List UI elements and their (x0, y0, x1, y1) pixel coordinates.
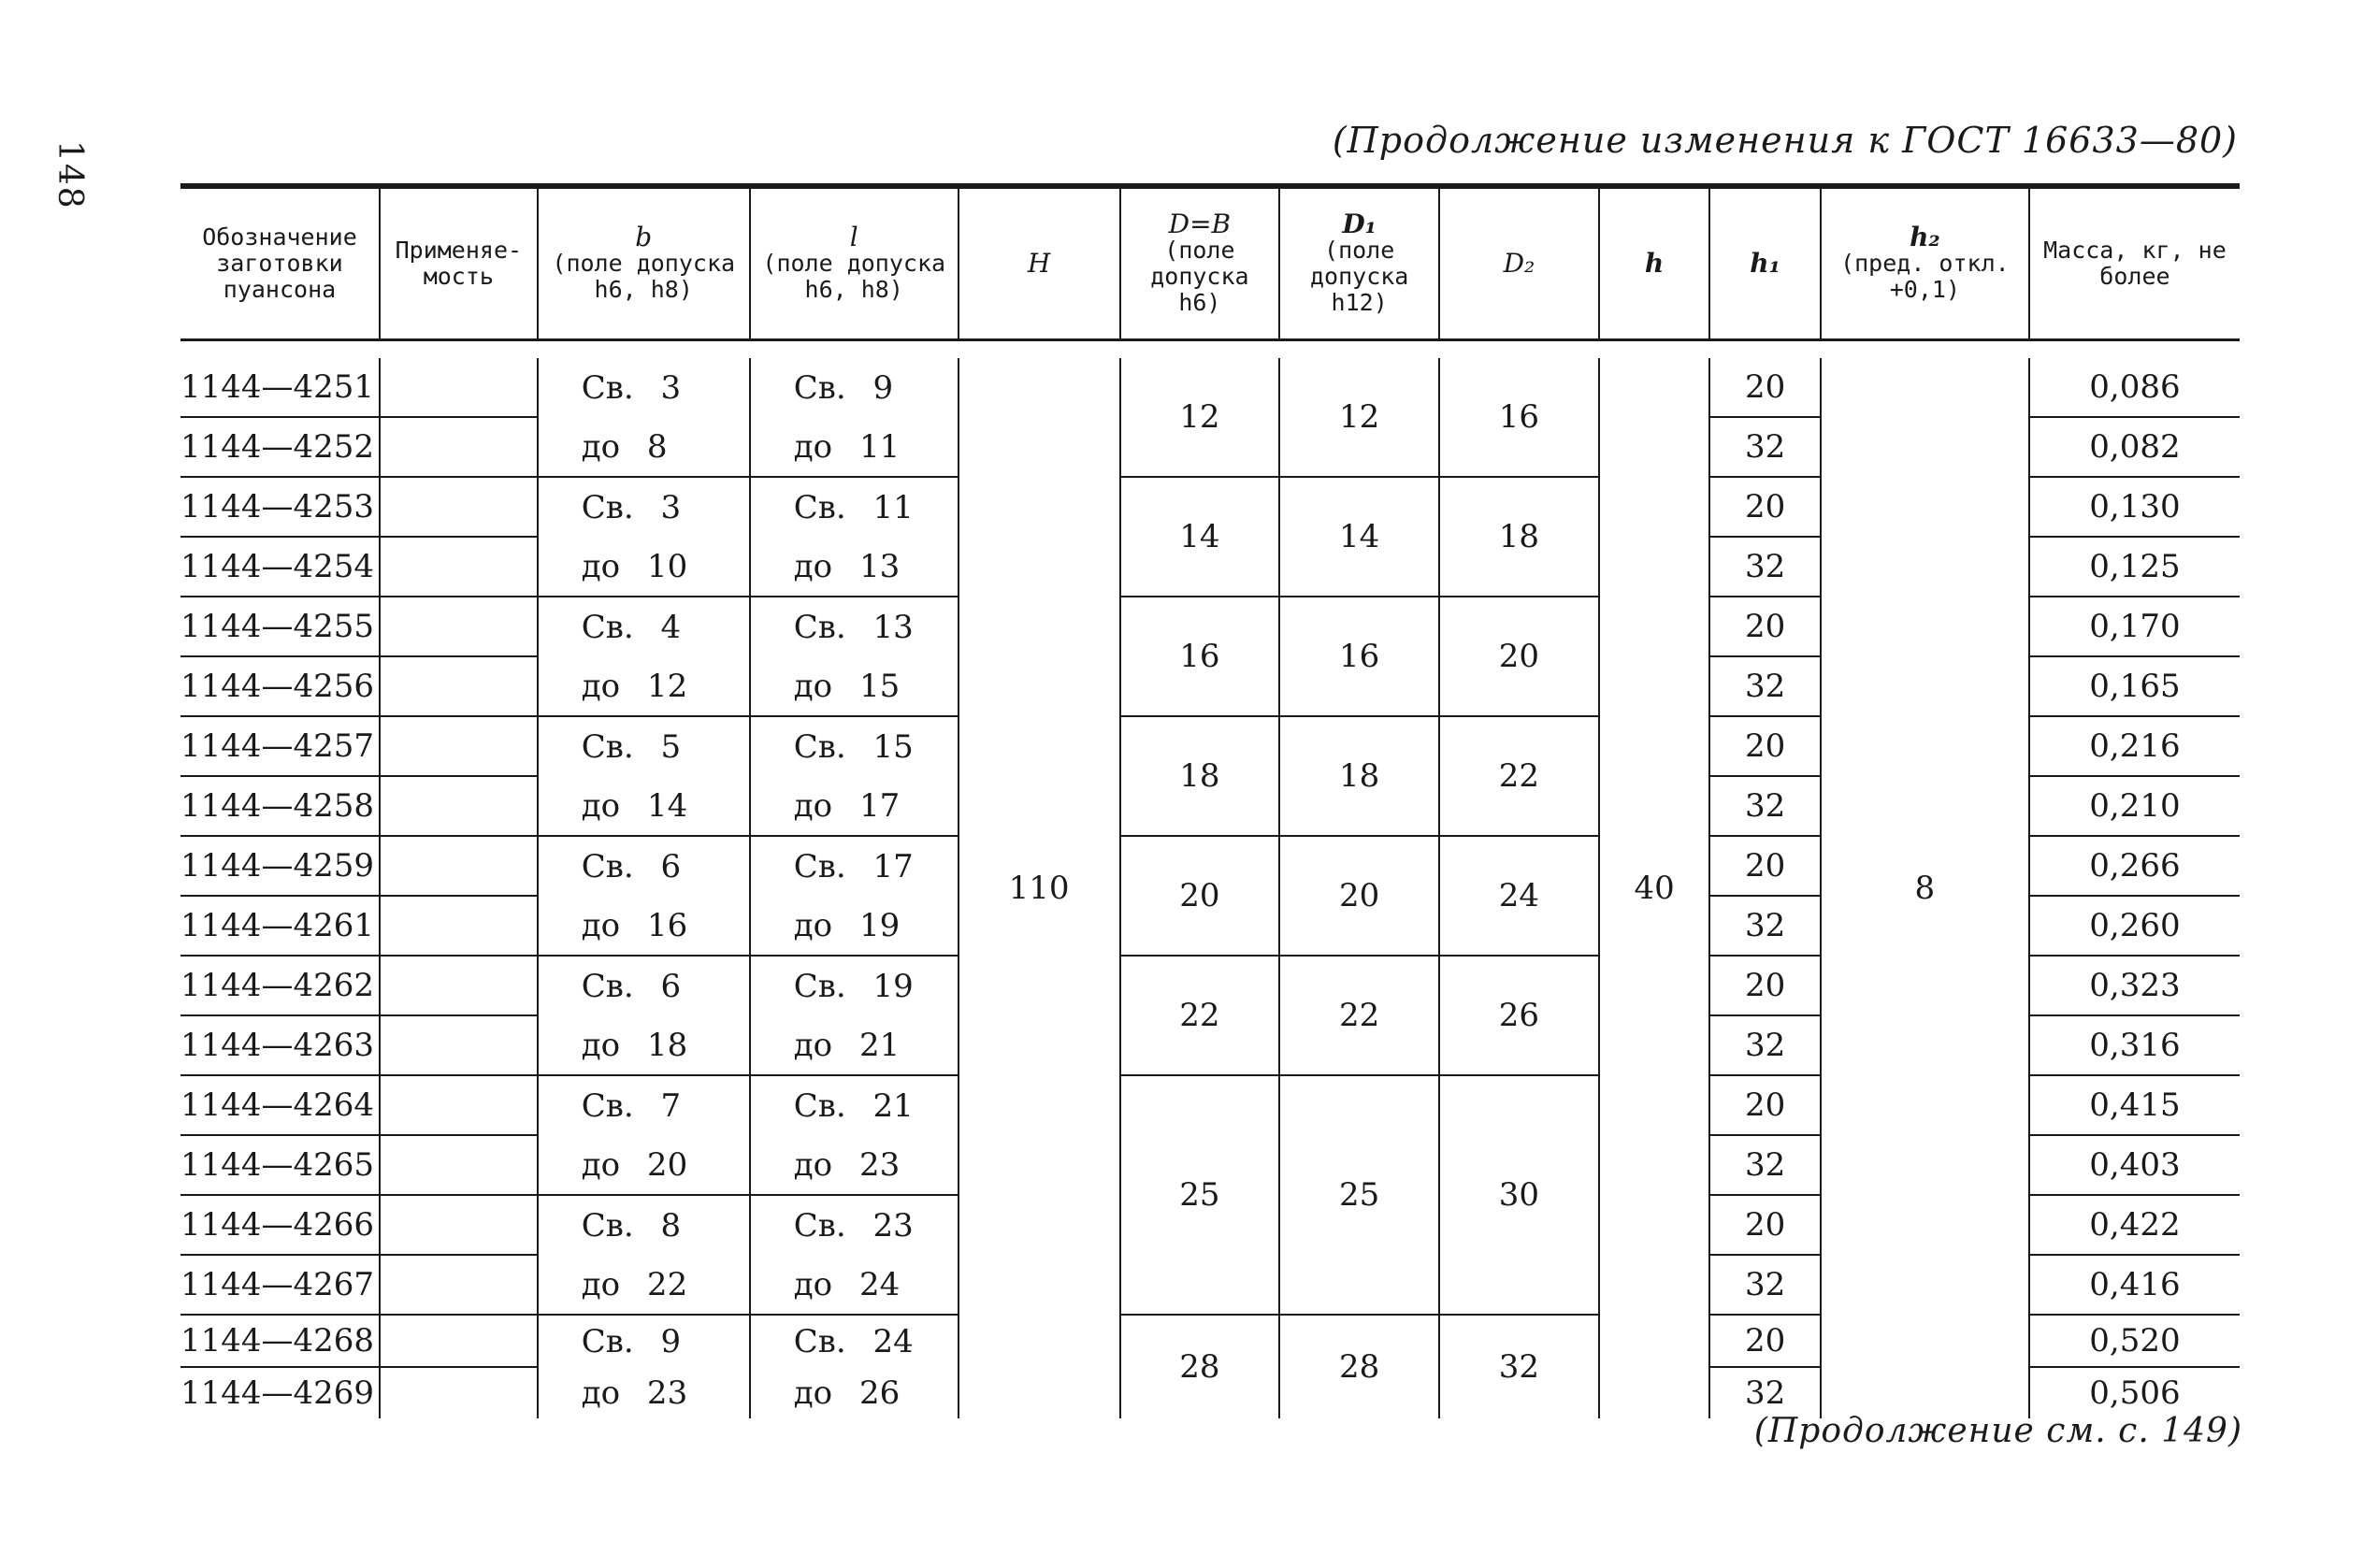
mass-cell: 0,403 (2029, 1135, 2240, 1195)
D1-cell: 22 (1279, 956, 1439, 1075)
page-number: 148 (50, 140, 89, 210)
applicability-cell (380, 716, 538, 776)
b-cell: Св. 6 (538, 836, 750, 896)
applicability-cell (380, 477, 538, 537)
code-cell: 1144—4265 (180, 1135, 380, 1195)
applicability-cell (380, 1015, 538, 1075)
h1-cell: 20 (1709, 1195, 1821, 1255)
DB-cell: 20 (1120, 836, 1280, 956)
l-cell: Св. 24 (750, 1315, 959, 1367)
l-cell: до 19 (750, 896, 959, 956)
mass-cell: 0,170 (2029, 597, 2240, 656)
mass-cell: 0,210 (2029, 776, 2240, 836)
h1-cell: 32 (1709, 1135, 1821, 1195)
col-h2: h₂ (пред. откл. +0,1) (1821, 186, 2029, 340)
mass-cell: 0,130 (2029, 477, 2240, 537)
col-h: h (1599, 186, 1710, 340)
D1-cell: 28 (1279, 1315, 1439, 1418)
col-DB: D=B (поле допуска h6) (1120, 186, 1280, 340)
b-cell: Св. 9 (538, 1315, 750, 1367)
l-cell: до 23 (750, 1135, 959, 1195)
mass-cell: 0,266 (2029, 836, 2240, 896)
l-cell: Св. 21 (750, 1075, 959, 1135)
b-cell: до 23 (538, 1367, 750, 1418)
l-cell: до 17 (750, 776, 959, 836)
table-body (180, 358, 2240, 1418)
code-cell: 1144—4259 (180, 836, 380, 896)
h1-cell: 32 (1709, 1015, 1821, 1075)
mass-cell: 0,165 (2029, 656, 2240, 716)
applicability-cell (380, 1315, 538, 1367)
b-cell: Св. 8 (538, 1195, 750, 1255)
col-H: H (959, 186, 1120, 340)
DB-cell: 12 (1120, 358, 1280, 477)
h1-cell: 32 (1709, 656, 1821, 716)
code-cell: 1144—4263 (180, 1015, 380, 1075)
D1-cell: 20 (1279, 836, 1439, 956)
spec-table-container (180, 183, 2240, 1418)
h1-cell: 20 (1709, 1315, 1821, 1367)
mass-cell: 0,415 (2029, 1075, 2240, 1135)
h1-cell: 32 (1709, 537, 1821, 597)
mass-cell: 0,422 (2029, 1195, 2240, 1255)
DB-cell: 16 (1120, 597, 1280, 716)
H-cell: 110 (959, 358, 1120, 1418)
DB-cell: 28 (1120, 1315, 1280, 1418)
h2-cell: 8 (1821, 358, 2029, 1418)
applicability-cell (380, 1135, 538, 1195)
b-cell: Св. 7 (538, 1075, 750, 1135)
b-cell: Св. 6 (538, 956, 750, 1015)
h1-cell: 20 (1709, 836, 1821, 896)
b-cell: Св. 3 (538, 477, 750, 537)
col-D1: D₁ (поле допуска h12) (1279, 186, 1439, 340)
D1-cell: 14 (1279, 477, 1439, 597)
l-cell: до 15 (750, 656, 959, 716)
h1-cell: 32 (1709, 1255, 1821, 1315)
l-cell: Св. 19 (750, 956, 959, 1015)
applicability-cell (380, 1075, 538, 1135)
l-cell: Св. 23 (750, 1195, 959, 1255)
l-cell: до 21 (750, 1015, 959, 1075)
applicability-cell (380, 1367, 538, 1418)
D2-cell: 16 (1439, 358, 1599, 477)
col-mass: Масса, кг, не более (2029, 186, 2240, 340)
table-header (180, 186, 2240, 358)
code-cell: 1144—4258 (180, 776, 380, 836)
mass-cell: 0,260 (2029, 896, 2240, 956)
code-cell: 1144—4262 (180, 956, 380, 1015)
b-cell: Св. 4 (538, 597, 750, 656)
D2-cell: 32 (1439, 1315, 1599, 1418)
col-h1: h₁ (1709, 186, 1821, 340)
l-cell: Св. 17 (750, 836, 959, 896)
DB-cell: 14 (1120, 477, 1280, 597)
applicability-cell (380, 896, 538, 956)
h1-cell: 20 (1709, 358, 1821, 417)
b-cell: до 8 (538, 417, 750, 477)
h1-cell: 20 (1709, 956, 1821, 1015)
D2-cell: 24 (1439, 836, 1599, 956)
h1-cell: 20 (1709, 716, 1821, 776)
D1-cell: 25 (1279, 1075, 1439, 1315)
b-cell: Св. 3 (538, 358, 750, 417)
mass-cell: 0,125 (2029, 537, 2240, 597)
code-cell: 1144—4252 (180, 417, 380, 477)
mass-cell: 0,086 (2029, 358, 2240, 417)
DB-cell: 25 (1120, 1075, 1280, 1315)
l-cell: Св. 9 (750, 358, 959, 417)
spec-table (180, 183, 2240, 1418)
applicability-cell (380, 656, 538, 716)
code-cell: 1144—4267 (180, 1255, 380, 1315)
applicability-cell (380, 597, 538, 656)
code-cell: 1144—4269 (180, 1374, 375, 1412)
mass-cell: 0,316 (2029, 1015, 2240, 1075)
D2-cell: 26 (1439, 956, 1599, 1075)
continuation-note: (Продолжение см. с. 149) (1753, 1412, 2242, 1450)
b-cell: до 16 (538, 896, 750, 956)
applicability-cell (380, 1195, 538, 1255)
code-cell: 1144—4268 (180, 1315, 380, 1367)
applicability-cell (380, 1255, 538, 1315)
l-cell: Св. 11 (750, 477, 959, 537)
b-cell: до 20 (538, 1135, 750, 1195)
applicability-cell (380, 358, 538, 417)
mass-cell: 0,506 (2029, 1367, 2240, 1418)
code-cell: 1144—4256 (180, 656, 380, 716)
DB-cell: 18 (1120, 716, 1280, 836)
b-cell: Св. 5 (538, 716, 750, 776)
mass-cell: 0,216 (2029, 716, 2240, 776)
col-l: l (поле допуска h6, h8) (750, 186, 959, 340)
col-designation: Обозначение заготовки пуансона (180, 186, 380, 340)
code-cell: 1144—4266 (180, 1195, 380, 1255)
b-cell: до 14 (538, 776, 750, 836)
h1-cell: 20 (1709, 477, 1821, 537)
mass-cell: 0,082 (2029, 417, 2240, 477)
b-cell: до 18 (538, 1015, 750, 1075)
b-cell: до 10 (538, 537, 750, 597)
running-head: (Продолжение изменения к ГОСТ 16633—80) (1332, 120, 2238, 161)
h1-cell: 32 (1709, 1367, 1821, 1418)
col-D2: D₂ (1439, 186, 1599, 340)
D1-cell: 16 (1279, 597, 1439, 716)
D2-cell: 20 (1439, 597, 1599, 716)
l-cell: Св. 13 (750, 597, 959, 656)
code-cell: 1144—4264 (180, 1075, 380, 1135)
code-cell: 1144—4261 (180, 896, 380, 956)
h1-cell: 32 (1709, 776, 1821, 836)
D1-cell: 12 (1279, 358, 1439, 477)
h1-cell: 32 (1709, 896, 1821, 956)
l-cell: до 26 (750, 1367, 959, 1418)
applicability-cell (380, 836, 538, 896)
l-cell: до 24 (750, 1255, 959, 1315)
h-cell: 40 (1599, 358, 1710, 1418)
D2-cell: 18 (1439, 477, 1599, 597)
code-cell: 1144—4257 (180, 716, 380, 776)
l-cell: Св. 15 (750, 716, 959, 776)
col-applicability: Применяе- мость (380, 186, 538, 340)
D2-cell: 22 (1439, 716, 1599, 836)
applicability-cell (380, 776, 538, 836)
h1-cell: 32 (1709, 417, 1821, 477)
DB-cell: 22 (1120, 956, 1280, 1075)
l-cell: до 13 (750, 537, 959, 597)
D2-cell: 30 (1439, 1075, 1599, 1315)
code-cell: 1144—4255 (180, 597, 380, 656)
applicability-cell (380, 956, 538, 1015)
code-cell: 1144—4253 (180, 477, 380, 537)
D1-cell: 18 (1279, 716, 1439, 836)
mass-cell: 0,416 (2029, 1255, 2240, 1315)
table-row (180, 358, 2240, 417)
h1-cell: 20 (1709, 597, 1821, 656)
mass-cell: 0,520 (2029, 1315, 2240, 1367)
applicability-cell (380, 417, 538, 477)
h1-cell: 20 (1709, 1075, 1821, 1135)
l-cell: до 11 (750, 417, 959, 477)
code-cell: 1144—4254 (180, 537, 380, 597)
code-cell: 1144—4251 (180, 358, 380, 417)
applicability-cell (380, 537, 538, 597)
b-cell: до 22 (538, 1255, 750, 1315)
col-b: b (поле допуска h6, h8) (538, 186, 750, 340)
mass-cell: 0,323 (2029, 956, 2240, 1015)
b-cell: до 12 (538, 656, 750, 716)
